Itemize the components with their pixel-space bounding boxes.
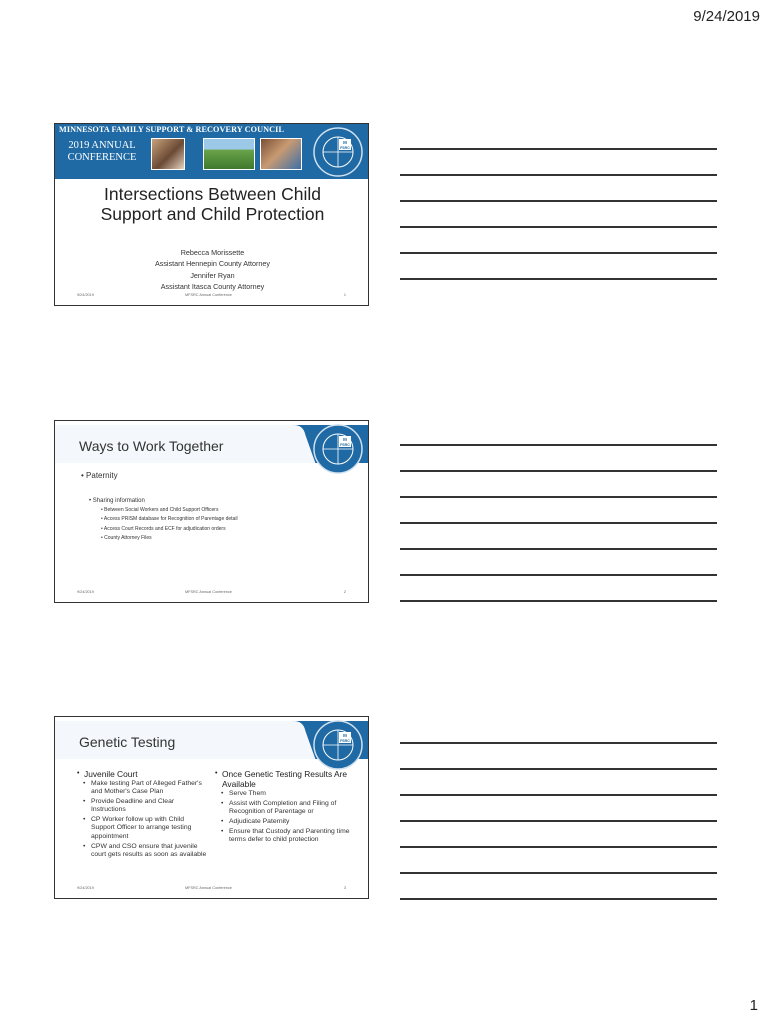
page-date: 9/24/2019 (693, 8, 760, 25)
footer-number: 2 (343, 590, 346, 594)
list-item: • CPW and CSO ensure that juvenile court gets results as soon as available (83, 843, 207, 859)
list-item-text: Access Court Records and ECF for adjudication orders (103, 525, 226, 532)
author-line: Rebecca Morissette (180, 248, 245, 257)
list-item: • Assist with Completion and Filing of Recognition of Parentage or (221, 800, 351, 816)
slide-1 (54, 123, 369, 306)
sub-bullet: • Sharing information (89, 498, 145, 504)
list-item: • Between Social Workers and Child Support Officers (101, 507, 219, 513)
svg-text:M: M (343, 140, 347, 145)
mfsrc-logo-icon (312, 423, 364, 475)
list-item: • Ensure that Custody and Parenting time terms defer to child protection (221, 828, 351, 844)
footer-number: 1 (343, 293, 346, 297)
mfsrc-logo-icon (312, 126, 364, 178)
org-name: MINNESOTA FAMILY SUPPORT & RECOVERY COUNCIL (59, 125, 285, 134)
svg-text:M: M (343, 733, 347, 738)
mfsrc-logo-icon (312, 719, 364, 771)
slide-title: Ways to Work Together (79, 438, 224, 454)
page-number: 1 (749, 997, 758, 1014)
notes-lines-3 (400, 742, 717, 924)
slide-2 (54, 420, 369, 603)
slide-footer (55, 293, 368, 301)
author-line: Assistant Hennepin County Attorney (154, 259, 271, 269)
list-item: • CP Worker follow up with Child Support Officer to arrange testing appointment (83, 816, 207, 840)
list-item: • County Attorney Files (101, 534, 152, 541)
column-heading: • Juvenile Court (77, 769, 207, 779)
footer-number: 3 (343, 886, 346, 890)
list-item: • Make testing Part of Alleged Father's and Mother's Case Plan (83, 780, 207, 796)
svg-text:M: M (343, 437, 347, 442)
column-heading: • Once Genetic Testing Results Are Available (215, 769, 351, 789)
slide-3 (54, 716, 369, 899)
authors (75, 247, 350, 292)
family-photo-3 (260, 138, 302, 170)
slide-footer (55, 886, 368, 894)
conference-label: 2019 ANNUAL CONFERENCE (67, 140, 137, 163)
family-photo-2 (203, 138, 255, 170)
slide-title: Intersections Between Child Support and Child Protection (100, 184, 325, 224)
footer-title: MFSRC Annual Conference (185, 590, 232, 594)
notes-lines-2 (400, 444, 717, 626)
author-line: Jennifer Ryan (190, 270, 235, 280)
list-item: • Adjudicate Paternity (221, 818, 351, 826)
footer-title: MFSRC Annual Conference (185, 886, 232, 890)
bullet-paternity: • Paternity (81, 471, 118, 480)
right-column (215, 769, 351, 847)
svg-text:FSRC: FSRC (340, 146, 350, 150)
list-item: • Provide Deadline and Clear Instructions (83, 798, 207, 814)
detail-list (101, 506, 238, 543)
list-item-text: Between Social Workers and Child Support Officers (104, 507, 219, 513)
list-item-text: Access PRISM database for Recognition of Parentage detail (103, 516, 238, 523)
svg-text:FSRC: FSRC (340, 443, 350, 447)
footer-date: 9/24/2019 (77, 590, 94, 594)
footer-date: 9/24/2019 (77, 886, 94, 890)
footer-title: MFSRC Annual Conference (185, 293, 232, 297)
slide-footer (55, 590, 368, 598)
notes-lines-1 (400, 148, 717, 304)
svg-text:FSRC: FSRC (340, 739, 350, 743)
footer-date: 9/24/2019 (77, 293, 94, 297)
left-column (77, 769, 207, 861)
slide-title: Genetic Testing (79, 734, 176, 750)
bullet-text: Paternity (86, 471, 118, 480)
author-line: Assistant Itasca County Attorney (160, 281, 265, 291)
sub-bullet-text: Sharing information (92, 498, 145, 504)
list-item: • Serve Them (221, 790, 351, 798)
list-item: • Access PRISM database for Recognition of Parentage detail (101, 516, 238, 523)
family-photo-1 (151, 138, 185, 170)
list-item-text: County Attorney Files (104, 534, 152, 541)
list-item: • Access Court Records and ECF for adjudication orders (101, 525, 226, 532)
